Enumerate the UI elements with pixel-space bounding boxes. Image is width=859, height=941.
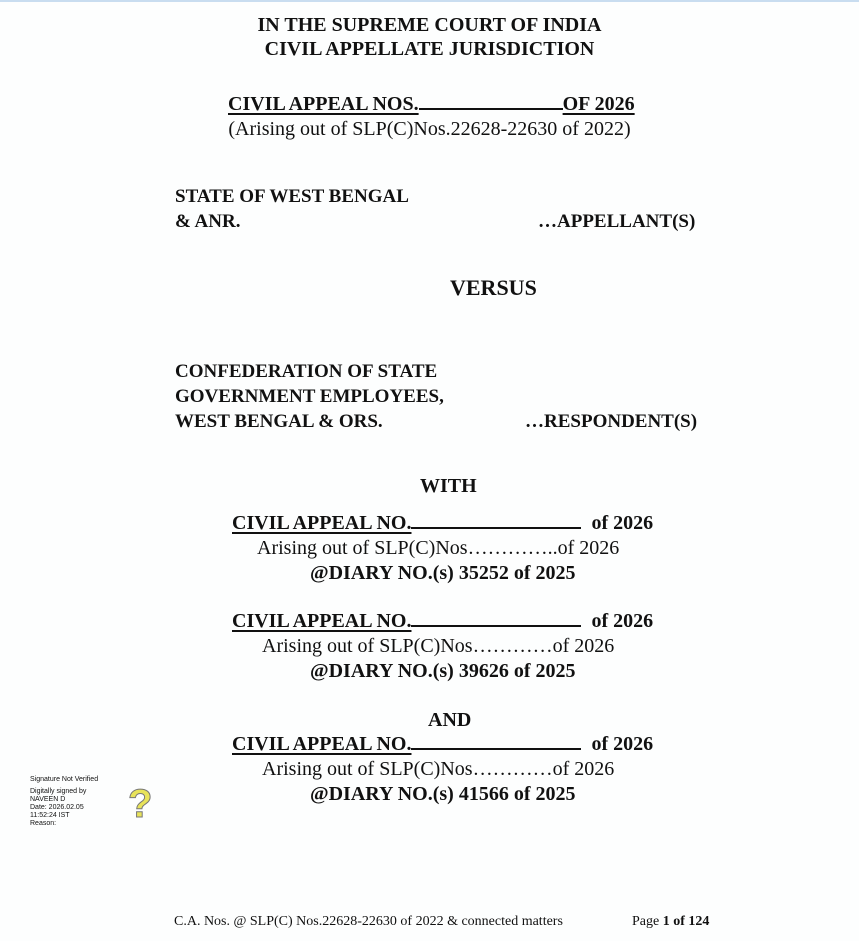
main-appeal-year: OF 2026	[562, 93, 635, 115]
signature-signer: NAVEEN D	[30, 796, 66, 803]
and-label: AND	[428, 709, 472, 731]
connected-appeal-1-label: CIVIL APPEAL NO.	[232, 512, 412, 534]
page-label: Page	[632, 914, 660, 929]
connected-appeal-2-year: of 2026	[591, 610, 654, 632]
main-appeal-arising: (Arising out of SLP(C)Nos.22628-22630 of 2022)	[228, 118, 631, 140]
connected-appeal-3-line	[232, 733, 653, 756]
connected-appeal-3-diary: @DIARY NO.(s) 41566 of 2025	[310, 783, 576, 805]
signature-signed-by: Digitally signed by	[30, 788, 87, 795]
signature-reason: Reason:	[30, 820, 57, 827]
jurisdiction-title: CIVIL APPELLATE JURISDICTION	[264, 38, 595, 60]
connected-appeal-1-line	[232, 512, 653, 535]
main-appeal-number-blank	[419, 107, 563, 110]
appellant-name-line1: STATE OF WEST BENGAL	[175, 186, 409, 207]
respondent-name-line3: WEST BENGAL & ORS.	[175, 411, 383, 432]
viewer-top-border	[0, 0, 859, 2]
signature-time: 11:52:24 IST	[30, 812, 70, 819]
connected-appeal-1-blank	[411, 526, 581, 529]
connected-appeal-1-year: of 2026	[591, 512, 654, 534]
respondent-role: …RESPONDENT(S)	[525, 411, 698, 432]
connected-appeal-2-diary: @DIARY NO.(s) 39626 of 2025	[310, 660, 576, 682]
signature-date: Date: 2026.02.05	[30, 804, 84, 811]
respondent-name-line2: GOVERNMENT EMPLOYEES,	[175, 386, 444, 407]
page-total: 124	[688, 914, 710, 929]
digital-signature-stamp[interactable]	[30, 776, 160, 840]
page-current: 1	[662, 914, 670, 929]
connected-appeal-2-arising: Arising out of SLP(C)Nos…………of 2026	[262, 635, 615, 657]
connected-appeal-3-blank	[411, 747, 581, 750]
with-label: WITH	[420, 475, 477, 497]
connected-appeal-3-year: of 2026	[591, 733, 654, 755]
signature-status: Signature Not Verified	[30, 776, 99, 783]
respondent-name-line1: CONFEDERATION OF STATE	[175, 361, 438, 382]
connected-appeal-2-blank	[411, 624, 581, 627]
connected-appeal-1-arising: Arising out of SLP(C)Nos…………..of 2026	[257, 537, 620, 559]
connected-appeal-2-label: CIVIL APPEAL NO.	[232, 610, 412, 632]
versus-label: VERSUS	[450, 275, 537, 300]
connected-appeal-3-label: CIVIL APPEAL NO.	[232, 733, 412, 755]
appellant-role: …APPELLANT(S)	[538, 211, 696, 232]
connected-appeal-3-arising: Arising out of SLP(C)Nos…………of 2026	[262, 758, 615, 780]
main-appeal-label: CIVIL APPEAL NOS.	[228, 93, 419, 115]
appellant-name-line2: & ANR.	[175, 211, 241, 232]
connected-appeal-1-diary: @DIARY NO.(s) 35252 of 2025	[310, 562, 576, 584]
footer-page-number	[632, 914, 709, 930]
page-of: of	[673, 914, 685, 929]
connected-appeal-2-line	[232, 610, 653, 633]
court-title: IN THE SUPREME COURT OF INDIA	[257, 14, 602, 36]
main-appeal-line	[228, 93, 635, 116]
question-mark-icon: ?	[128, 782, 153, 826]
footer-caption: C.A. Nos. @ SLP(C) Nos.22628-22630 of 2022 & connected matters	[174, 914, 563, 929]
